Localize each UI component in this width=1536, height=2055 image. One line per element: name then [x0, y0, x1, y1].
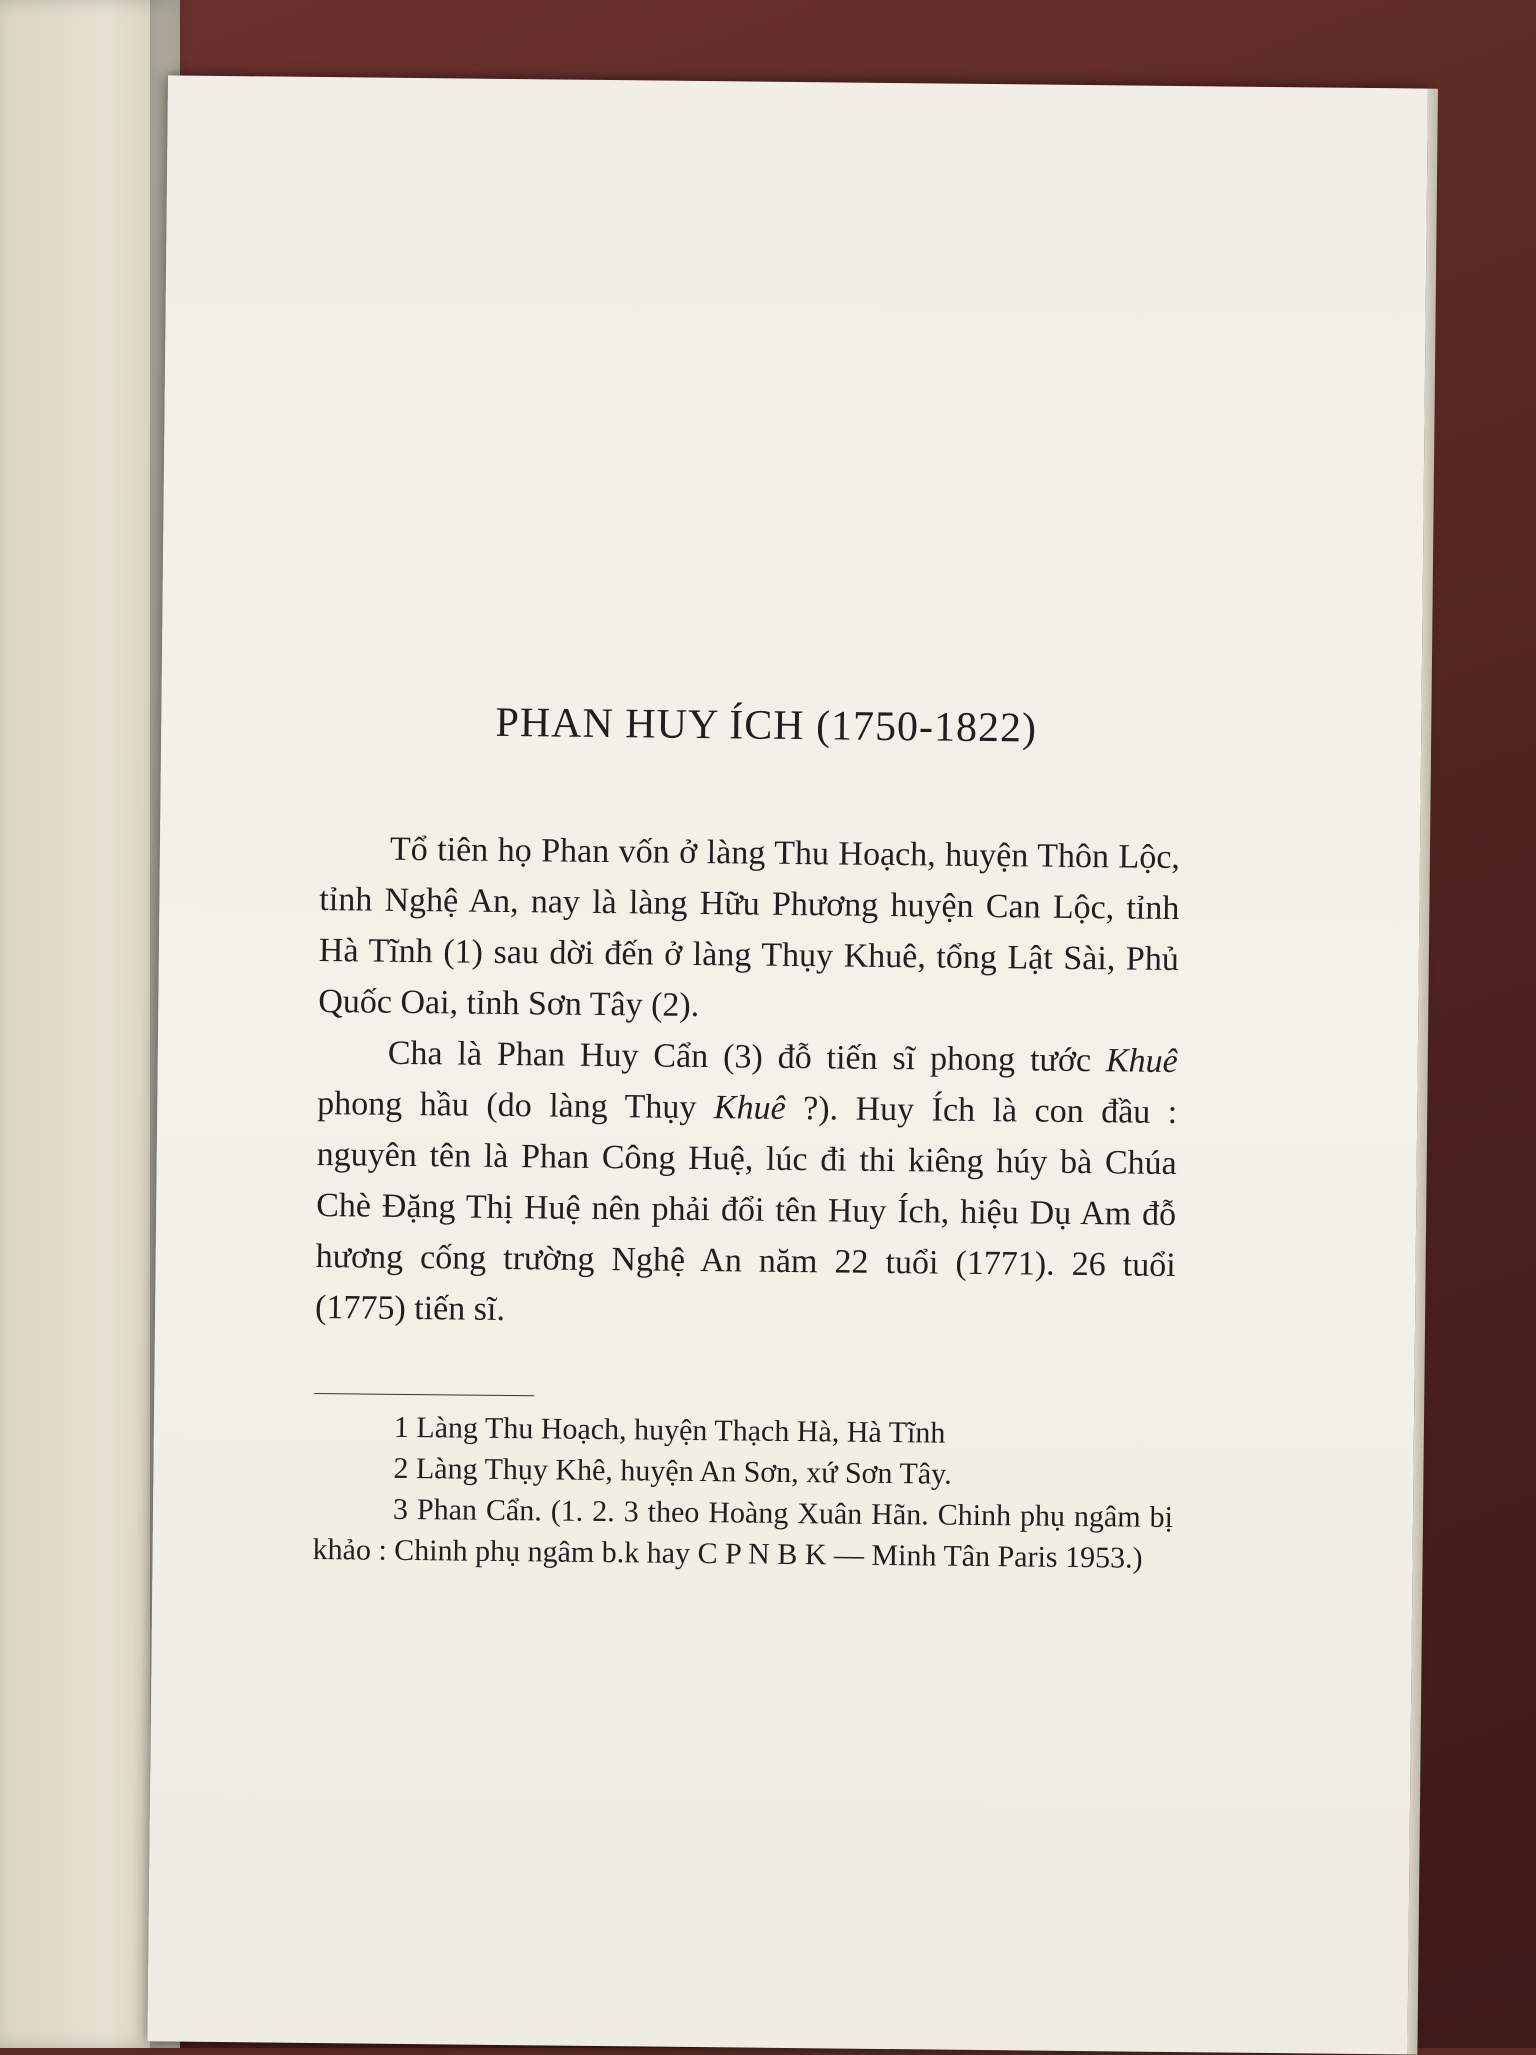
footnote-1: 1 Làng Thu Hoạch, huyện Thạch Hà, Hà Tĩnh: [393, 1410, 946, 1450]
page-content: [312, 697, 1181, 1579]
paragraph-ancestry: Tổ tiên họ Phan vốn ở làng Thu Hoạch, huyện Thôn Lộc, tỉnh Nghệ An, nay là làng Hữu Phương huyện Can Lộc, tỉnh Hà Tĩnh (1) sau dời đến ở làng Thụy Khuê, tổng Lật Sài, Phủ Quốc Oai, tỉnh Sơn Tây (2).: [318, 830, 1181, 1025]
paragraph-father-part1: Cha là Phan Huy Cẩn (3) đỗ tiến sĩ phong tước: [387, 1034, 1107, 1080]
emphasis-khue-2: Khuê: [713, 1089, 786, 1127]
paragraph-father: [315, 1027, 1178, 1342]
emphasis-khue-1: Khuê: [1105, 1042, 1178, 1081]
footnote-divider: [314, 1393, 534, 1396]
book-page: [147, 75, 1428, 2054]
footnote-2: 2 Làng Thụy Khê, huyện An Sơn, xứ Sơn Tây.: [393, 1451, 952, 1491]
paragraph-father-part3: ?). Huy Ích là con đầu : nguyên tên là Phan Công Huệ, lúc đi thi kiêng húy bà Chúa Chè Đặng Thị Huệ nên phải đổi tên Huy Ích, hiệu Dụ Am đỗ hương cống trường Nghệ An năm 22 tuổi (1771). 26 tuổi (1775) tiến sĩ.: [314, 1089, 1178, 1328]
page-title: PHAN HUY ÍCH (1750-1822): [495, 699, 1038, 752]
footnote-3: 3 Phan Cẩn. (1. 2. 3 theo Hoàng Xuân Hãn. Chinh phụ ngâm bị khảo : Chinh phụ ngâm b.k hay C P N B K — Minh Tân Paris 1953.): [312, 1492, 1174, 1575]
paragraph-father-part2: phong hầu (do làng Thụy: [317, 1085, 715, 1127]
